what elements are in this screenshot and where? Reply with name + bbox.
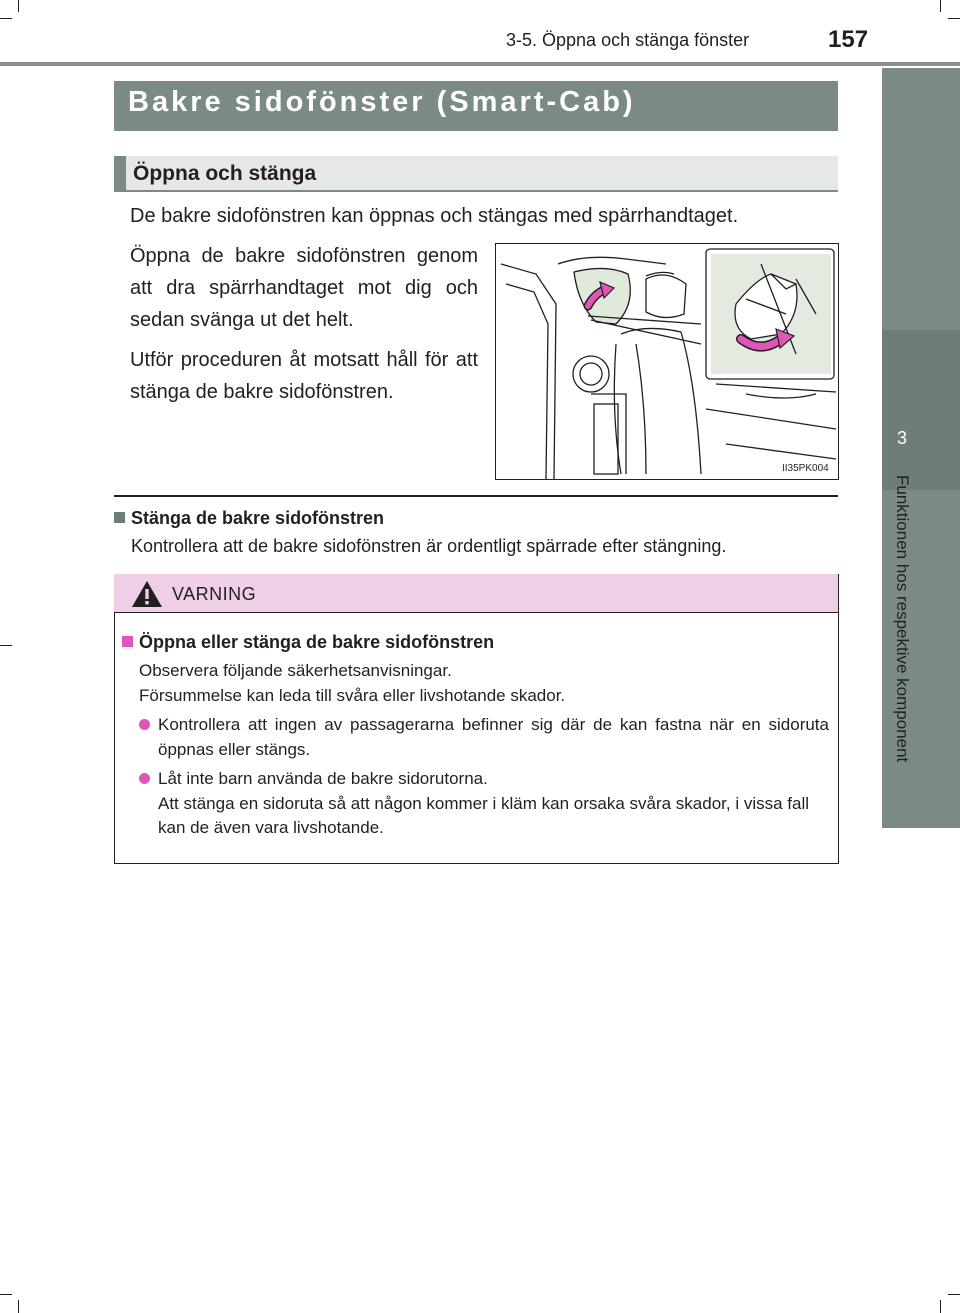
instruction-open: Öppna de bakre sidofönstren genom att dra spärrhandtaget mot dig och sedan svänga ut det helt. [130,245,478,331]
note-rule [114,495,838,497]
warning-bullet-2 [139,767,829,841]
running-header: 3-5. Öppna och stänga fönster [506,30,750,50]
page-number: 157 [828,26,869,53]
warning-intro-1: Observera följande säkerhetsanvisningar. [139,661,452,680]
instruction-close: Utför proceduren åt motsatt håll för att stänga de bakre sidofönstren. [130,349,478,403]
illustration-rear-window [495,243,839,480]
figure-code: II35PK004 [782,463,829,474]
note-text: Kontrollera att de bakre sidofönstren är ordentligt spärrade efter stängning. [131,536,727,556]
warning-bullet-1 [139,713,829,762]
round-bullet-icon [139,773,150,784]
note-heading-text: Stänga de bakre sidofönstren [131,508,385,528]
instructions [130,240,478,416]
warning-triangle-icon [131,580,163,608]
chapter-side-tab-highlight [882,330,960,490]
subheading-underline [114,190,838,192]
chapter-label: Funktionen hos respektive komponent [893,475,912,763]
square-bullet-icon [114,512,125,523]
rear-cabin-drawing [496,244,838,479]
subheading-title: Öppna och stänga [133,162,317,185]
warning-heading-text: Öppna eller stänga de bakre sidofönstren [139,632,495,652]
warning-heading [122,632,494,653]
warning-intro-2: Försummelse kan leda till svåra eller livshotande skador. [139,686,566,705]
chapter-number: 3 [897,428,908,448]
intro-paragraph: De bakre sidofönstren kan öppnas och stängas med spärrhandtaget. [130,205,739,227]
round-bullet-icon [139,719,150,730]
warning-title: VARNING [172,584,257,604]
warning-bullet-2-line2: Att stänga en sidoruta så att någon kommer i kläm kan orsaka svåra skador, i vissa fall kan de även vara livshotande. [158,793,810,838]
section-title: Bakre sidofönster (Smart-Cab) [128,86,636,118]
chapter-label-wrap [884,475,920,825]
subheading-marker [114,156,126,190]
warning-bullet-1-text: Kontrollera att ingen av passagerarna befinner sig där de kan fastna när en sidoruta öppnas eller stängs. [158,715,829,759]
warning-bullet-2-line1: Låt inte barn använda de bakre sidorutorna. [158,769,488,788]
header-rule [0,62,960,66]
note-heading [114,508,384,529]
warning-bullet-2-body [158,767,829,841]
square-bullet-icon [122,636,133,647]
